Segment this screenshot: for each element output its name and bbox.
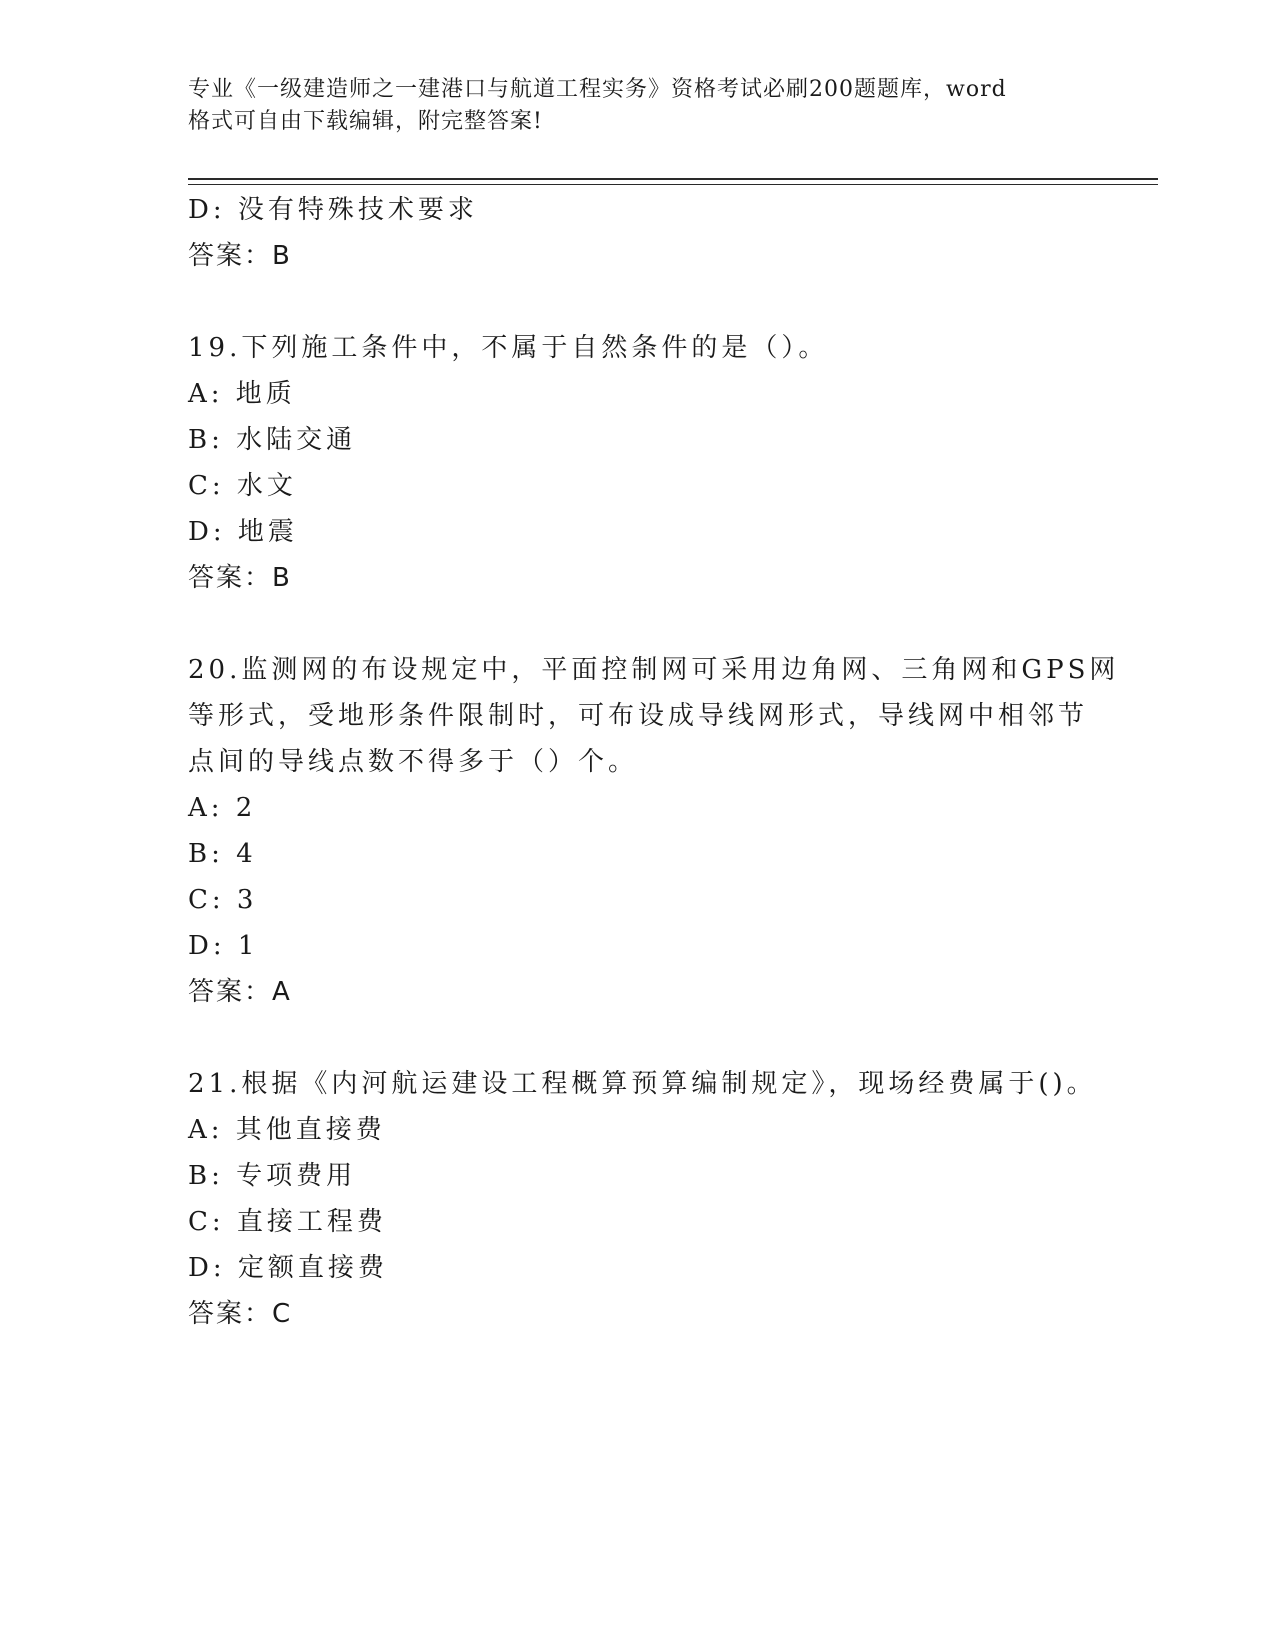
question-block bbox=[188, 647, 1120, 1015]
answer-line: 答案：A bbox=[188, 977, 292, 1007]
option-b: B: 专项费用 bbox=[188, 1161, 357, 1191]
option-d: D: 地震 bbox=[188, 517, 298, 547]
option-d: D: 定额直接费 bbox=[188, 1253, 388, 1283]
option-a: A: 2 bbox=[188, 793, 257, 823]
spacer bbox=[188, 279, 1088, 325]
option-c: C: 水文 bbox=[188, 471, 297, 501]
question-stem-line: 点间的导线点数不得多于（）个。 bbox=[188, 747, 639, 777]
answer-line: 答案：B bbox=[188, 241, 292, 271]
option-d: D: 1 bbox=[188, 931, 259, 961]
answer-line: 答案：C bbox=[188, 1299, 293, 1329]
option-a: A: 地质 bbox=[188, 379, 296, 409]
question-list bbox=[188, 187, 1120, 1337]
option-a: A: 其他直接费 bbox=[188, 1115, 386, 1145]
header-line-2: 格式可自由下载编辑，附完整答案! bbox=[188, 109, 543, 134]
question-stem-line: 等形式，受地形条件限制时，可布设成导线网形式，导线网中相邻节 bbox=[188, 701, 1089, 731]
spacer bbox=[188, 1015, 1088, 1061]
header-line-1: 专业《一级建造师之一建港口与航道工程实务》资格考试必刷200题题库，word bbox=[188, 77, 1007, 102]
question-block bbox=[188, 325, 1088, 601]
option-d: D: 没有特殊技术要求 bbox=[188, 195, 478, 225]
header-divider-thin bbox=[188, 184, 1158, 185]
question-stem-line: 20.监测网的布设规定中，平面控制网可采用边角网、三角网和GPS网 bbox=[188, 655, 1120, 685]
option-b: B: 4 bbox=[188, 839, 257, 869]
question-block bbox=[188, 1061, 1097, 1337]
question-stem: 19.下列施工条件中，不属于自然条件的是（）。 bbox=[188, 333, 829, 363]
answer-line: 答案：B bbox=[188, 563, 292, 593]
document-header bbox=[188, 74, 1088, 138]
option-c: C: 3 bbox=[188, 885, 258, 915]
option-b: B: 水陆交通 bbox=[188, 425, 357, 455]
question-stem: 21.根据《内河航运建设工程概算预算编制规定》，现场经费属于()。 bbox=[188, 1069, 1097, 1099]
header-divider-thick bbox=[188, 178, 1158, 180]
spacer bbox=[188, 601, 1088, 647]
option-c: C: 直接工程费 bbox=[188, 1207, 387, 1237]
